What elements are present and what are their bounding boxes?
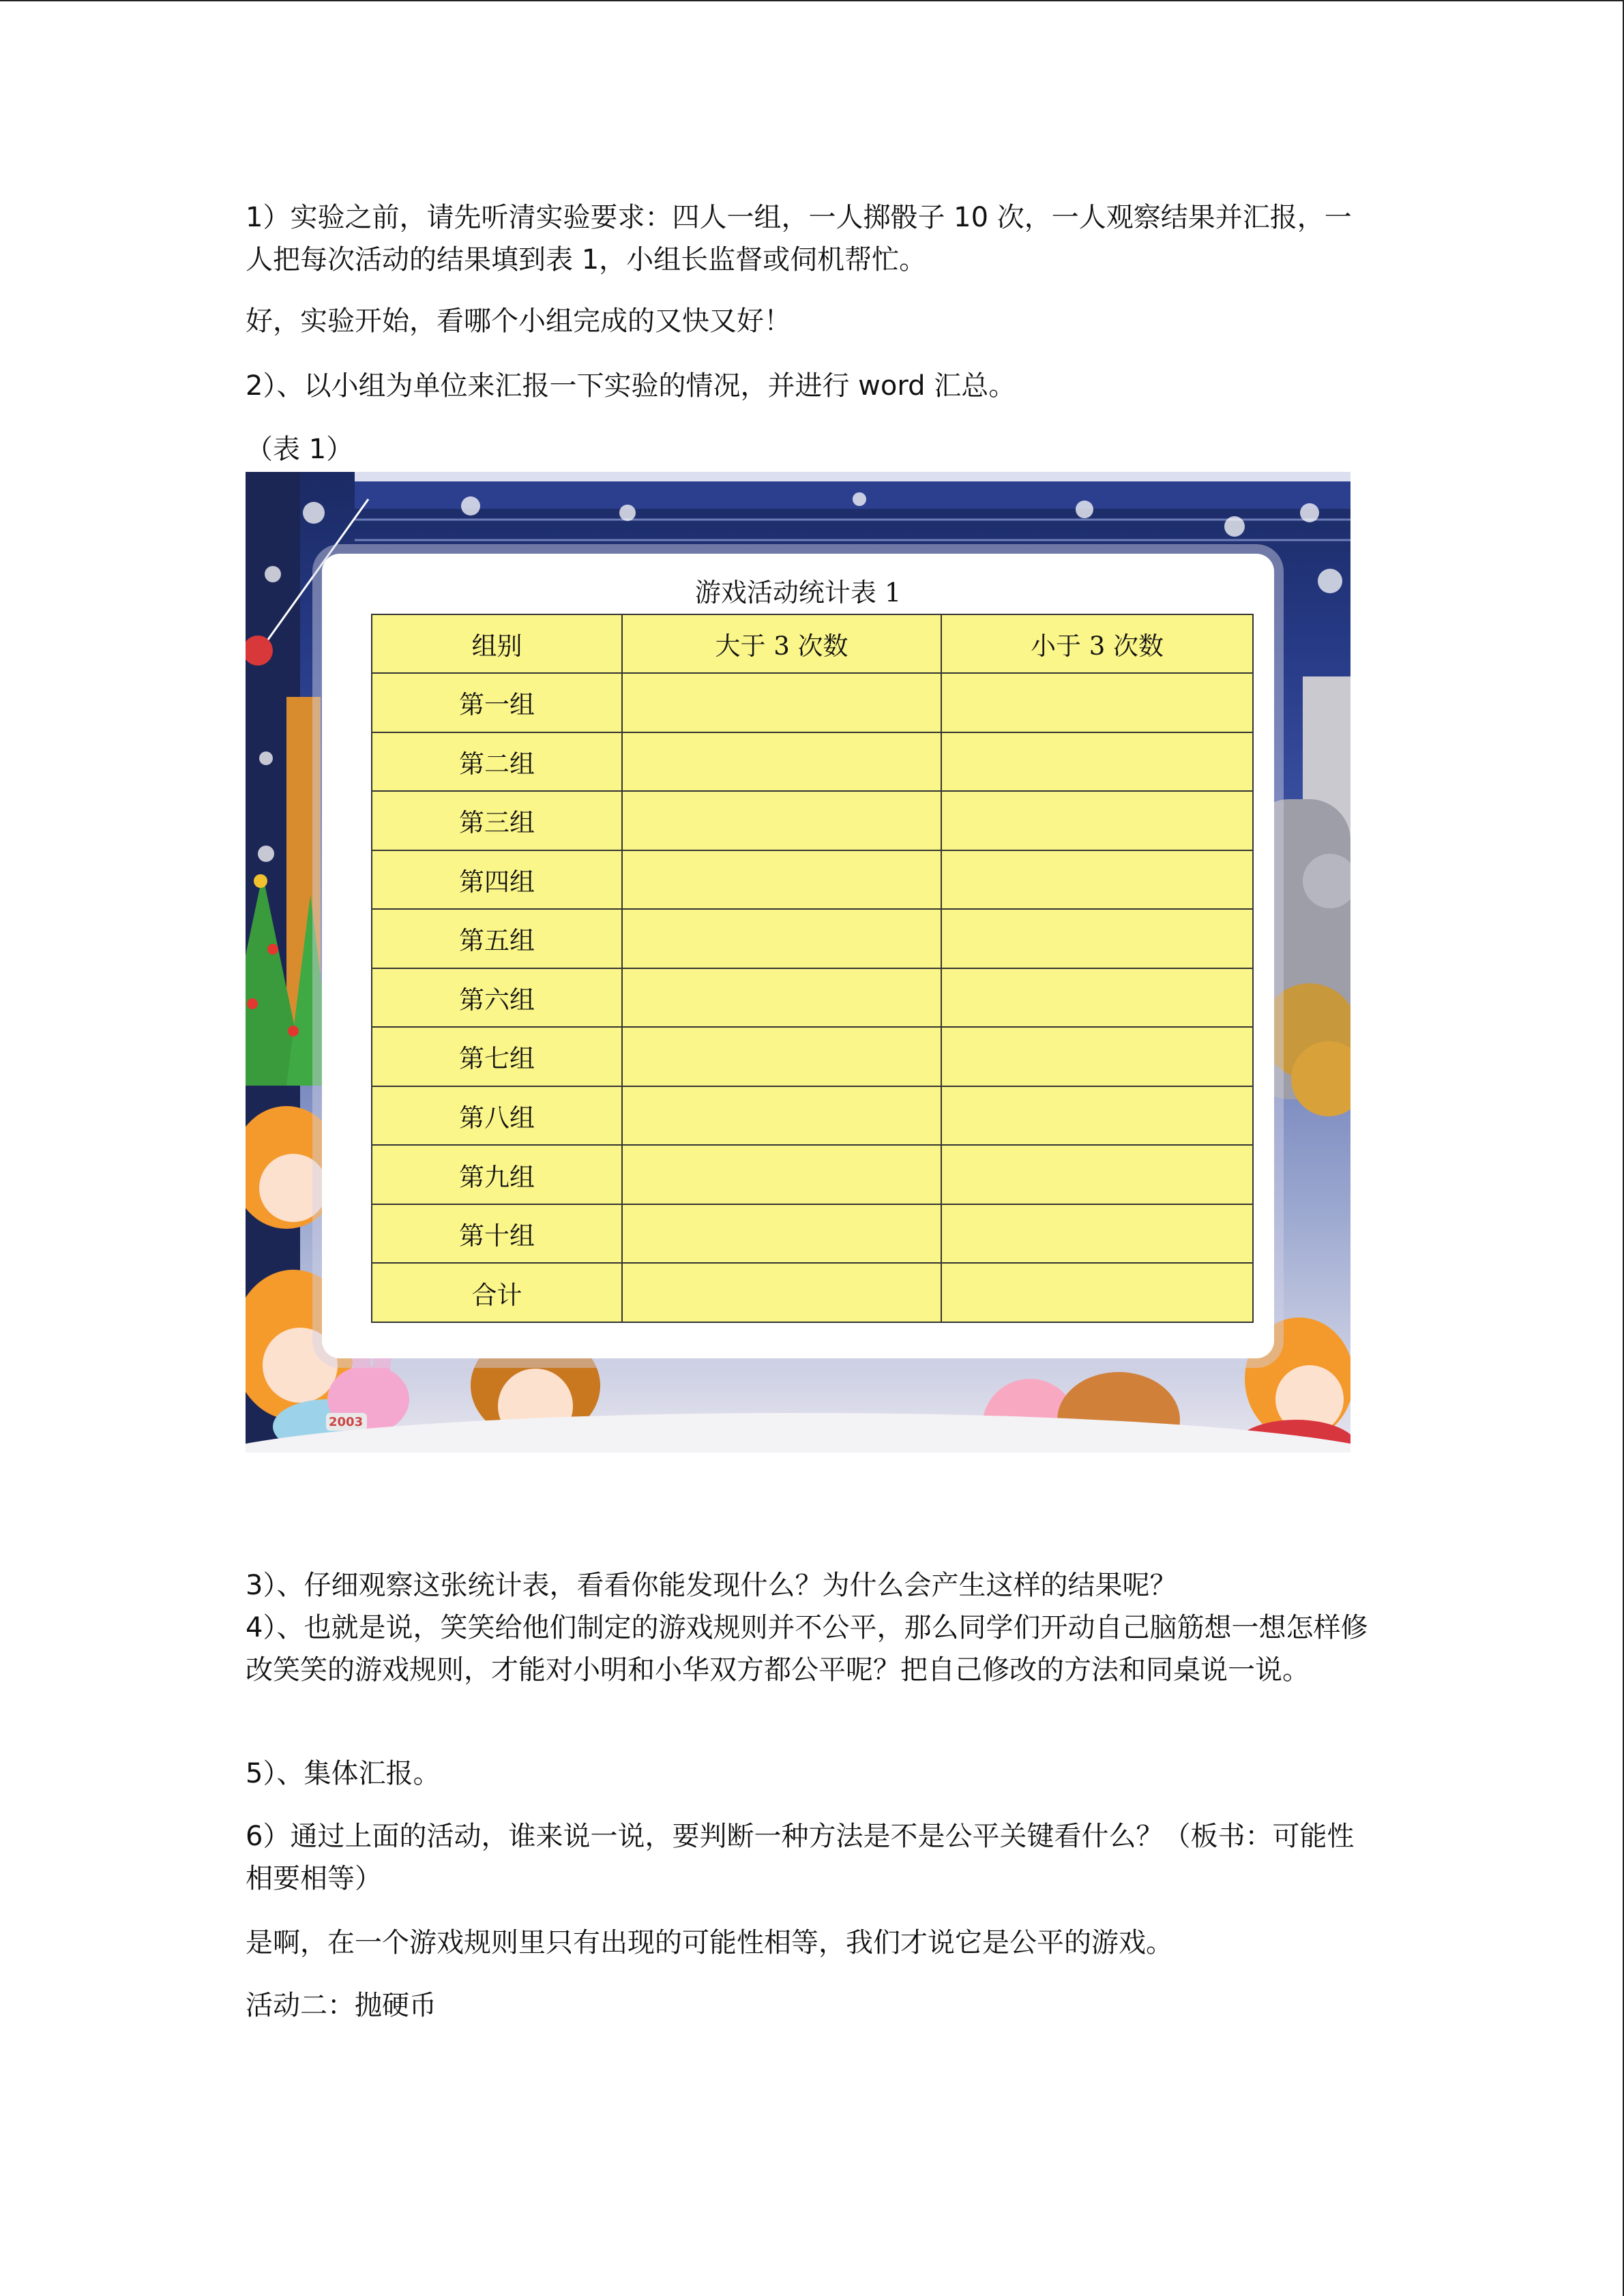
cell-greater	[622, 1204, 941, 1264]
row-label: 第四组	[372, 850, 622, 910]
row-label: 第九组	[372, 1145, 622, 1204]
cell-less	[941, 1086, 1253, 1146]
table-row	[372, 1027, 1253, 1086]
table-row	[372, 968, 1253, 1028]
paragraph-step-4: 4）、也就是说，笑笑给他们制定的游戏规则并不公平，那么同学们开动自己脑筋想一想怎样修改笑笑的游戏规则，才能对小明和小华双方都公平呢？把自己修改的方法和同桌说一说。	[246, 1612, 1368, 1686]
paragraph-step-2: 2）、以小组为单位来汇报一下实验的情况，并进行 word 汇总。	[246, 370, 1016, 402]
paragraph-step-1: 1）实验之前，请先听清实验要求：四人一组，一人掷骰子 10 次，一人观察结果并汇报，一人把每次活动的结果填到表 1，小组长监督或伺机帮忙。	[246, 202, 1352, 275]
row-label: 第一组	[372, 673, 622, 732]
row-label: 第十组	[372, 1204, 622, 1264]
cell-less	[941, 1027, 1253, 1086]
paragraph-start: 好，实验开始，看哪个小组完成的又快又好！	[246, 305, 791, 337]
table-row	[372, 850, 1253, 910]
cell-greater	[622, 1086, 941, 1146]
table-row	[372, 791, 1253, 850]
activity-two-heading: 活动二：抛硬币	[246, 1990, 437, 2021]
row-label: 第八组	[372, 1086, 622, 1146]
cell-less	[941, 1263, 1253, 1322]
cell-greater	[622, 850, 941, 910]
cell-greater	[622, 732, 941, 792]
statistics-table	[371, 614, 1254, 1323]
table-row	[372, 673, 1253, 732]
cell-less	[941, 909, 1253, 968]
row-label-total: 合计	[372, 1263, 622, 1322]
table-title: 游戏活动统计表 1	[694, 578, 902, 608]
cell-greater	[622, 1027, 941, 1086]
table-row	[372, 1086, 1253, 1146]
table-row	[372, 732, 1253, 792]
statistics-panel	[322, 554, 1274, 1358]
header-greater-than-3: 大于 3 次数	[622, 614, 941, 673]
row-label: 第五组	[372, 909, 622, 968]
header-group: 组别	[372, 614, 622, 673]
cell-greater	[622, 909, 941, 968]
row-label: 第六组	[372, 968, 622, 1028]
row-label: 第七组	[372, 1027, 622, 1086]
cell-less	[941, 791, 1253, 850]
table-row	[372, 909, 1253, 968]
cell-less	[941, 732, 1253, 792]
year-badge: 2003	[329, 1415, 364, 1429]
cell-greater	[622, 1263, 941, 1322]
cell-less	[941, 673, 1253, 732]
cell-greater	[622, 968, 941, 1028]
cell-greater	[622, 1145, 941, 1204]
table-caption: （表 1）	[246, 434, 354, 465]
cell-greater	[622, 673, 941, 732]
page-top-border	[0, 0, 1624, 1]
row-label: 第三组	[372, 791, 622, 850]
paragraph-step-6: 6）通过上面的活动，谁来说一说，要判断一种方法是不是公平关键看什么？（板书：可能性相要相等）	[246, 1821, 1355, 1894]
paragraph-conclusion: 是啊，在一个游戏规则里只有出现的可能性相等，我们才说它是公平的游戏。	[246, 1927, 1173, 1958]
cell-less	[941, 1145, 1253, 1204]
table-header-row	[372, 614, 1253, 673]
row-label: 第二组	[372, 732, 622, 792]
paragraph-step-5: 5）、集体汇报。	[246, 1758, 441, 1789]
cell-less	[941, 850, 1253, 910]
table-row-total	[372, 1263, 1253, 1322]
header-less-than-3: 小于 3 次数	[941, 614, 1253, 673]
cell-greater	[622, 791, 941, 850]
table-row	[372, 1145, 1253, 1204]
table-row	[372, 1204, 1253, 1264]
cell-less	[941, 968, 1253, 1028]
paragraph-step-3: 3）、仔细观察这张统计表，看看你能发现什么？为什么会产生这样的结果呢？	[246, 1570, 1177, 1601]
classroom-illustration	[246, 472, 1350, 1452]
cell-less	[941, 1204, 1253, 1264]
